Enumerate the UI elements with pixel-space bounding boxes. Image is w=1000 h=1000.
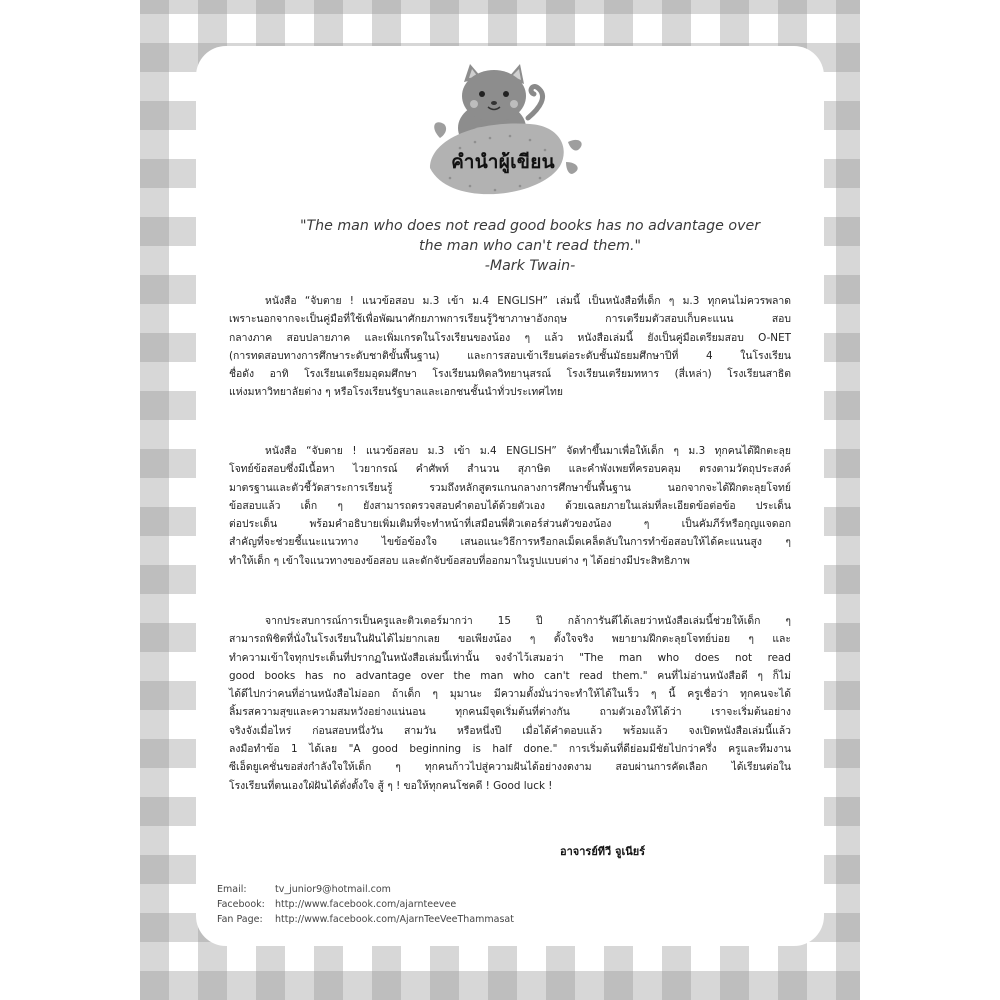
contact-label: Fan Page: — [217, 914, 263, 925]
text-line: ลงมือทำข้อ 1 ได้เลย "A good beginning is half done." การเริ่มต้นที่ดีย่อมมีชัยไปกว่าครึ่ง ครูและทีมงาน — [229, 743, 791, 756]
text-line: ได้ดีไปกว่าคนที่อ่านหนังสือไม่ออก ถ้าเด็ก ๆ มุมานะ มีความตั้งมั่นว่าจะทำให้ได้ในเร็ว ๆ นี้ ครูเชื่อว่า ทุกคนจะได้ — [229, 688, 791, 701]
text-line: สำคัญที่จะช่วยชี้แนะแนวทาง ไขข้อข้องใจ เสนอแนะวิธีการหรือกลเม็ดเคล็ดลับในการทำข้อสอบให้ได้คะแนนสูง ๆ — [229, 536, 791, 549]
quote-attribution: -Mark Twain- — [484, 258, 576, 274]
text-line: เพราะนอกจากจะเป็นคู่มือที่ใช้เพื่อพัฒนาศักยภาพการเรียนรู้วิชาภาษาอังกฤษ การเตรียมตัวสอบเก็บคะแนน สอบ — [229, 313, 791, 326]
text-line: โรงเรียนที่ตนเองใฝ่ฝันได้ดั่งตั้งใจ สู้ ๆ ! ขอให้ทุกคนโชคดี ! Good luck ! — [229, 779, 553, 792]
text-line: ลิ้มรสความสุขและความสมหวังอย่างแน่นอน ทุกคนมีจุดเริ่มต้นที่ต่างกัน ถามตัวเองให้ได้ว่า เราจะเริ่มต้นอย่าง — [229, 706, 791, 719]
paragraph-purpose — [229, 442, 791, 570]
text-line: จริงจังเมื่อไหร่ ก่อนสอบหนึ่งวัน สามวัน หรือหนึ่งปี เมื่อได้คำตอบแล้ว พร้อมแล้ว จงเปิดหนังสือเล่มนี้แล้ว — [229, 724, 791, 737]
text-line: สามารถพิชิตที่นั่งในโรงเรียนในฝันได้ไม่ยากเลย ขอเพียงน้อง ๆ ตั้งใจจริง พยายามฝึกตะลุยโจทย์บ่อย ๆ และ — [229, 633, 791, 646]
text-line: หนังสือ “จับตาย ! แนวข้อสอบ ม.3 เข้า ม.4 ENGLISH” เล่มนี้ เป็นหนังสือที่เด็ก ๆ ม.3 ทุกคนไม่ควรพลาด — [265, 295, 791, 307]
text-line: ทำความเข้าใจทุกประเด็นที่ปรากฏในหนังสือเล่มนี้เท่านั้น จงจำไว้เสมอว่า "The man who does not read — [229, 651, 791, 664]
text-line: ข้อสอบแล้ว เด็ก ๆ ยังสามารถตรวจสอบคำตอบได้ด้วยตัวเอง ด้วยเฉลยภายในเล่มที่ละเอียดข้อต่อข้อ ประเด็น — [229, 499, 791, 512]
text-line: ต่อประเด็น พร้อมคำอธิบายเพิ่มเติมที่จะทำหน้าที่เสมือนพี่ติวเตอร์ส่วนตัวของน้อง ๆ เป็นคัมภีร์หรือกุญแจดอก — [229, 518, 791, 531]
paragraph-intro — [229, 292, 791, 402]
contact-row-email — [217, 882, 514, 897]
text-line: ซีเอ็ดยูเคชั่นขอส่งกำลังใจให้เด็ก ๆ ทุกคนก้าวไปสู่ความฝันได้อย่างงดงาม สอบผ่านการคัดเลือก ได้เรียนต่อใน — [229, 761, 791, 774]
text-line: มาตรฐานและตัวชี้วัดสาระการเรียนรู้ รวมถึงหลักสูตรแกนกลางการศึกษาขั้นพื้นฐาน นอกจากจะได้ฝึกตะลุยโจทย์ — [229, 481, 791, 494]
text-line: good books has no advantage over the man who can't read them." คนที่ไม่อ่านหนังสือดี ๆ ก็ไม่ — [229, 669, 791, 682]
contact-info — [217, 882, 514, 927]
cat-leaf-illustration — [420, 58, 590, 218]
paragraph-encouragement — [229, 612, 791, 795]
text-line: จากประสบการณ์การเป็นครูและติวเตอร์มากว่า 15 ปี กล้าการันตีได้เลยว่าหนังสือเล่มนี้ช่วยให้เด็ก ๆ — [265, 615, 791, 627]
text-line: แห่งมหาวิทยาลัยต่าง ๆ หรือโรงเรียนรัฐบาลและเอกชนชั้นนำทั่วประเทศไทย — [229, 386, 563, 399]
author-signature: อาจารย์ทีวี จูเนียร์ — [560, 845, 646, 858]
text-line: หนังสือ “จับตาย ! แนวข้อสอบ ม.3 เข้า ม.4 ENGLISH” จัดทำขึ้นมาเพื่อให้เด็ก ๆ ม.3 ทุกคนได้ฝึกตะลุย — [265, 445, 791, 457]
text-line: ชื่อดัง อาทิ โรงเรียนเตรียมอุดมศึกษา โรงเรียนมหิดลวิทยานุสรณ์ โรงเรียนเตรียมทหาร (สี่เหล่า) โรงเรียนสาธิต — [229, 368, 791, 381]
page-title: คำนำผู้เขียน — [451, 151, 555, 173]
fanpage-link[interactable]: http://www.facebook.com/AjarnTeeVeeThammasat — [275, 914, 514, 925]
text-line: กลางภาค สอบปลายภาค และเพิ่มเกรดในโรงเรียนของน้อง ๆ แล้ว หนังสือเล่มนี้ ยังเป็นคู่มือเตรียมสอบ O-NET — [229, 331, 791, 344]
contact-row-fanpage — [217, 912, 514, 927]
text-line: โจทย์ข้อสอบซึ่งมีเนื้อหา ไวยากรณ์ คำศัพท์ สำนวน สุภาษิต และคำพังเพยที่ครอบคลุม ตรงตามวัตถุประสงค์ — [229, 463, 791, 476]
contact-row-facebook — [217, 897, 514, 912]
email-address[interactable]: tv_junior9@hotmail.com — [275, 884, 391, 895]
epigraph-quote — [260, 216, 800, 276]
contact-label: Email: — [217, 884, 247, 895]
facebook-link[interactable]: http://www.facebook.com/ajarnteevee — [275, 899, 457, 910]
quote-line: the man who can't read them." — [419, 238, 641, 254]
contact-label: Facebook: — [217, 899, 265, 910]
quote-line: "The man who does not read good books has no advantage over — [299, 218, 761, 234]
text-line: ทำให้เด็ก ๆ เข้าใจแนวทางของข้อสอบ และดักจับข้อสอบที่ออกมาในรูปแบบต่าง ๆ ได้อย่างมีประสิทธิภาพ — [229, 554, 690, 567]
text-line: (การทดสอบทางการศึกษาระดับชาติขั้นพื้นฐาน) และการสอบเข้าเรียนต่อระดับชั้นมัธยมศึกษาปีที่ 4 ในโรงเรียน — [229, 349, 791, 362]
